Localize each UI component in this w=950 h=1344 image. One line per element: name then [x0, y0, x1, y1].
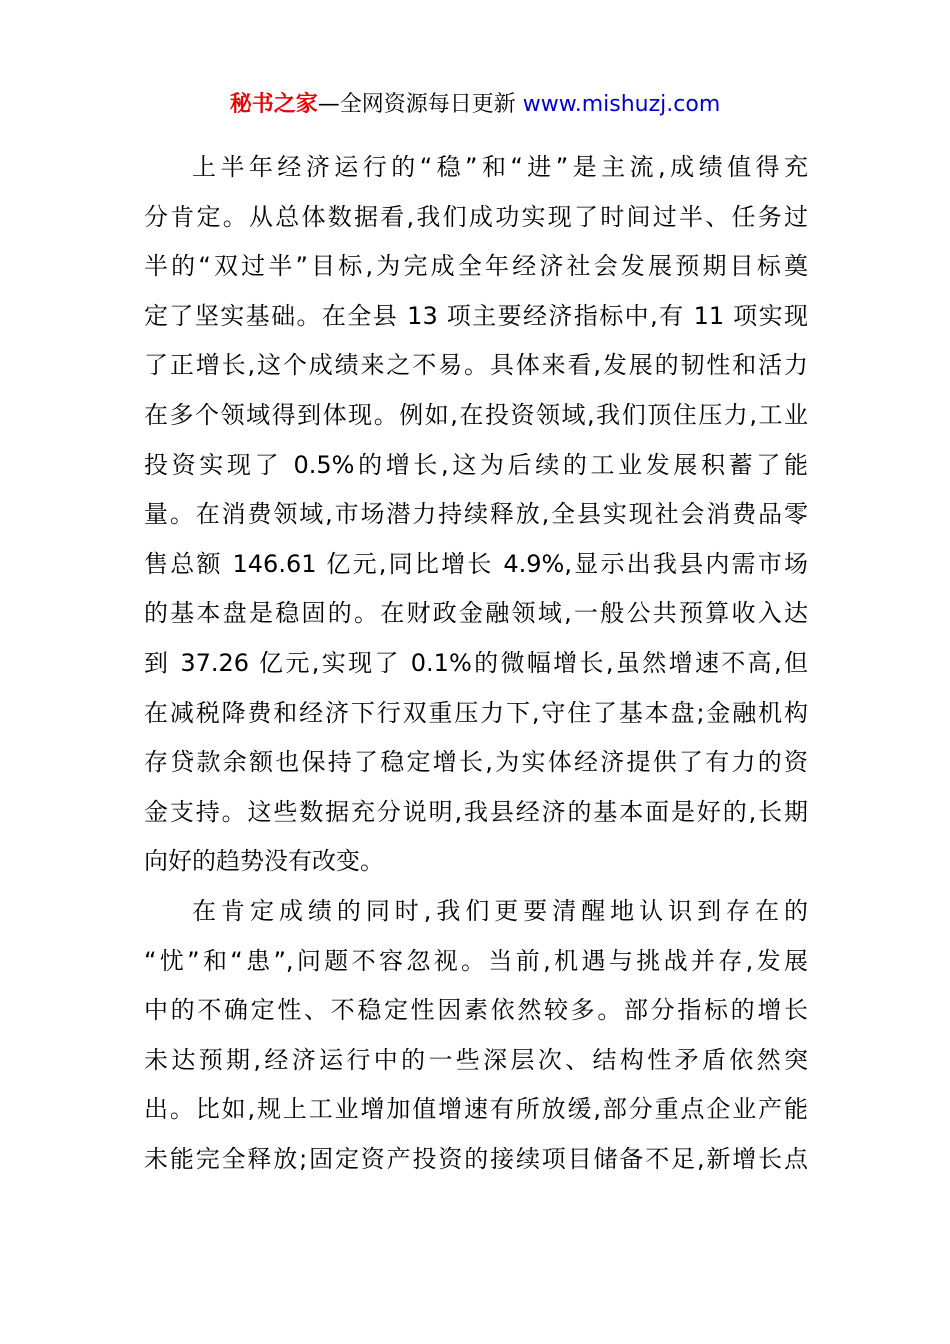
- brand-name: 秘书之家: [229, 92, 318, 117]
- text-line: 金支持。这些数据充分说明,我县经济的基本面是好的,长期: [144, 797, 808, 826]
- text-line: “忧”和“患”,问题不容忽视。当前,机遇与挑战并存,发展: [144, 946, 808, 975]
- site-url-link[interactable]: www.mishuzj.com: [522, 92, 721, 117]
- text-line: 了正增长,这个成绩来之不易。具体来看,发展的韧性和活力: [144, 351, 808, 380]
- text-line: 定了坚实基础。在全县 13 项主要经济指标中,有 11 项实现: [144, 301, 808, 330]
- text-line: 半的“双过半”目标,为完成全年经济社会发展预期目标奠: [144, 252, 808, 281]
- text-line: 的基本盘是稳固的。在财政金融领域,一般公共预算收入达: [144, 599, 808, 628]
- text-line: 出。比如,规上工业增加值增速有所放缓,部分重点企业产能: [144, 1095, 808, 1124]
- text-line: 向好的趋势没有改变。: [144, 847, 384, 876]
- text-line: 存贷款余额也保持了稳定增长,为实体经济提供了有力的资: [144, 748, 808, 777]
- text-line: 售总额 146.61 亿元,同比增长 4.9%,显示出我县内需市场: [144, 549, 808, 578]
- paragraph-1: [144, 143, 808, 887]
- page-header: [0, 88, 950, 122]
- text-line: 分肯定。从总体数据看,我们成功实现了时间过半、任务过: [144, 202, 808, 231]
- text-line: 到 37.26 亿元,实现了 0.1%的微幅增长,虽然增速不高,但: [144, 648, 808, 677]
- document-body: [144, 143, 808, 1184]
- text-line: 中的不确定性、不稳定性因素依然较多。部分指标的增长: [144, 996, 808, 1025]
- text-line: 投资实现了 0.5%的增长,这为后续的工业发展积蓄了能: [144, 450, 808, 479]
- paragraph-2: [144, 887, 808, 1185]
- text-line: 在多个领域得到体现。例如,在投资领域,我们顶住压力,工业: [144, 400, 808, 429]
- text-line: 量。在消费领域,市场潜力持续释放,全县实现社会消费品零: [144, 500, 808, 529]
- text-line: 未能完全释放;固定资产投资的接续项目储备不足,新增长点: [144, 1144, 808, 1173]
- text-line: 未达预期,经济运行中的一些深层次、结构性矛盾依然突: [144, 1045, 808, 1074]
- text-line: 在减税降费和经济下行双重压力下,守住了基本盘;金融机构: [144, 698, 808, 727]
- header-tagline: —全网资源每日更新: [317, 92, 516, 117]
- text-line: 上半年经济运行的“稳”和“进”是主流,成绩值得充: [192, 153, 808, 181]
- text-line: 在肯定成绩的同时,我们更要清醒地认识到存在的: [192, 896, 808, 925]
